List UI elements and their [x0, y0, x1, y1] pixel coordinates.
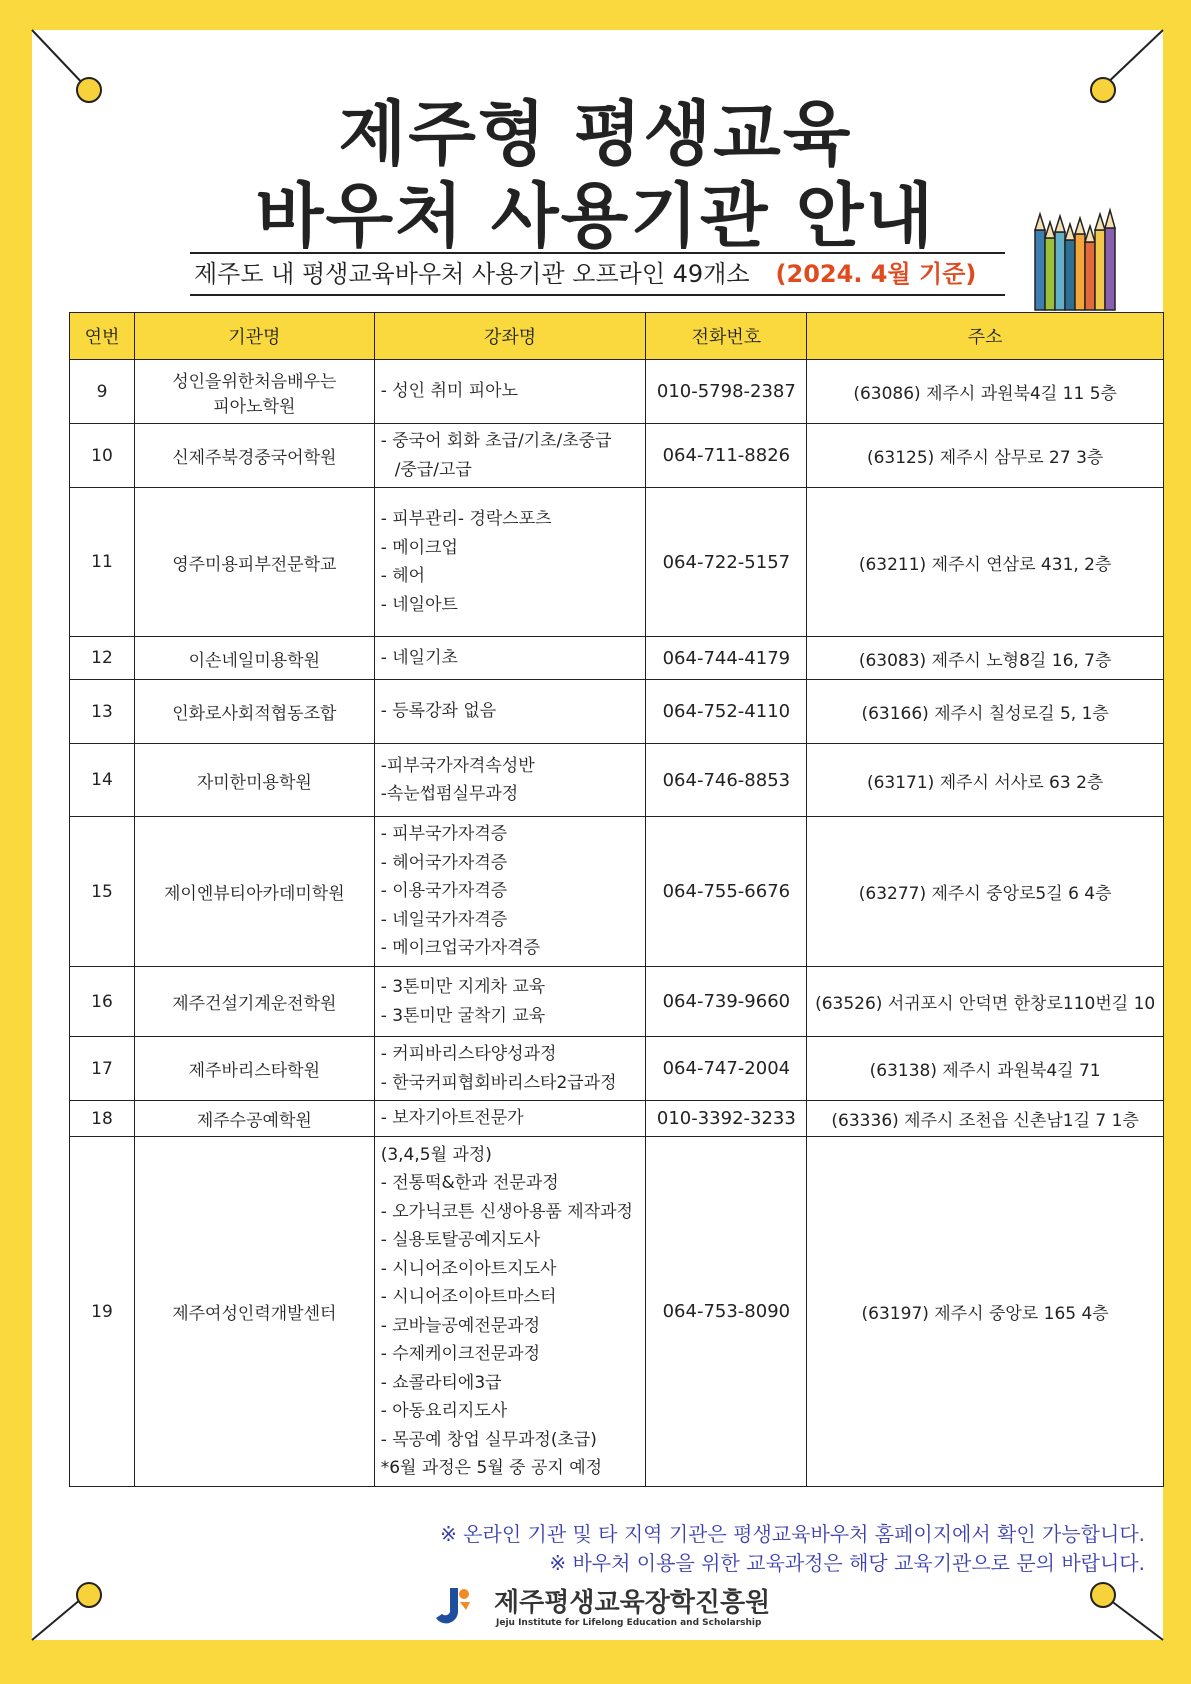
institute-logo-icon [436, 1584, 484, 1632]
course-line: - 시니어조이아트지도사 [380, 1258, 557, 1279]
row-courses [374, 637, 646, 680]
course-line: - 네일아트 [380, 594, 458, 615]
table-row [70, 1037, 1164, 1101]
notes [440, 1520, 1145, 1578]
row-address: (63125) 제주시 삼무로 27 3층 [807, 424, 1164, 488]
course-line: - 3톤미만 지게차 교육 [380, 977, 546, 997]
course-line: - 헤어 [380, 566, 426, 586]
row-name [134, 360, 374, 424]
header-no: 연번 [70, 313, 135, 360]
table-row [70, 967, 1164, 1037]
table-row [70, 360, 1164, 424]
row-courses [374, 680, 646, 744]
row-courses [374, 424, 646, 488]
course-line: - 메이크업 [380, 537, 458, 558]
row-no: 17 [70, 1037, 135, 1101]
page-title-line2: 바우처 사용기관 안내 [255, 175, 936, 257]
row-courses [374, 817, 646, 967]
row-address: (63336) 제주시 조천읍 신촌남1길 7 1층 [807, 1101, 1164, 1137]
row-phone: 010-3392-3233 [646, 1101, 807, 1137]
course-line: - 피부국가자격증 [380, 824, 508, 845]
header-course: 강좌명 [374, 313, 646, 360]
course-line: - 3톤미만 굴착기 교육 [380, 1005, 546, 1026]
row-name: 영주미용피부전문학교 [134, 488, 374, 637]
row-address: (63086) 제주시 과원북4길 11 5층 [807, 360, 1164, 424]
course-line: - 등록강좌 없음 [380, 701, 497, 722]
row-name: 제주바리스타학원 [134, 1037, 374, 1101]
row-address: (63166) 제주시 칠성로길 5, 1층 [807, 680, 1164, 744]
course-line: - 메이크업국가자격증 [380, 938, 541, 959]
row-no: 11 [70, 488, 135, 637]
course-line: - 네일기초 [380, 647, 458, 668]
row-courses [374, 967, 646, 1037]
row-no: 18 [70, 1101, 135, 1137]
course-line: - 목공예 창업 실무과정(초급) [380, 1429, 597, 1450]
header-name: 기관명 [134, 313, 374, 360]
row-courses [374, 1037, 646, 1101]
footer-institute-name: 제주평생교육장학진흥원 [494, 1588, 771, 1618]
row-address: (63171) 제주시 서사로 63 2층 [807, 744, 1164, 817]
row-name: 자미한미용학원 [134, 744, 374, 817]
row-no: 19 [70, 1137, 135, 1487]
table-row [70, 744, 1164, 817]
note-line: ※ 바우처 이용을 위한 교육과정은 해당 교육기관으로 문의 바랍니다. [549, 1551, 1145, 1575]
row-phone: 064-711-8826 [646, 424, 807, 488]
course-line: - 수제케이크전문과정 [380, 1344, 541, 1364]
course-line: (3,4,5월 과정) [380, 1144, 492, 1165]
note-line: ※ 온라인 기관 및 타 지역 기관은 평생교육바우처 홈페이지에서 확인 가능합니다. [440, 1522, 1145, 1546]
header-address: 주소 [807, 313, 1164, 360]
table-row [70, 488, 1164, 637]
row-no: 10 [70, 424, 135, 488]
table-row [70, 680, 1164, 744]
row-name: 제이엔뷰티아카데미학원 [134, 817, 374, 967]
row-address: (63138) 제주시 과원북4길 71 [807, 1037, 1164, 1101]
row-name: 인화로사회적협동조합 [134, 680, 374, 744]
course-line: -속눈썹펌실무과정 [380, 784, 519, 804]
course-line: /중급/고급 [394, 459, 472, 480]
subtitle-bar [190, 252, 1005, 296]
course-line: - 네일국가자격증 [380, 909, 508, 930]
row-name: 제주건설기계운전학원 [134, 967, 374, 1037]
course-line: - 실용토탈공예지도사 [380, 1230, 541, 1250]
page-title-line1: 제주형 평생교육 [338, 93, 853, 175]
row-name: 제주여성인력개발센터 [134, 1137, 374, 1487]
row-phone: 010-5798-2387 [646, 360, 807, 424]
course-line: - 코바늘공예전문과정 [380, 1315, 541, 1336]
row-no: 15 [70, 817, 135, 967]
row-phone: 064-755-6676 [646, 817, 807, 967]
institution-table [69, 312, 1164, 1487]
row-no: 13 [70, 680, 135, 744]
course-line: - 아동요리지도사 [380, 1401, 508, 1421]
row-courses [374, 1101, 646, 1137]
course-line: - 쇼콜라티에3급 [380, 1372, 502, 1393]
header-phone: 전화번호 [646, 313, 807, 360]
course-line: - 성인 취미 피아노 [380, 381, 518, 402]
table-row [70, 1137, 1164, 1487]
table-header-row [70, 313, 1164, 360]
pin-bottom-left [76, 1582, 102, 1608]
pencils-icon [1030, 200, 1130, 312]
row-courses [374, 744, 646, 817]
table-row [70, 1101, 1164, 1137]
row-no: 16 [70, 967, 135, 1037]
course-line: *6월 과정은 5월 중 공지 예정 [380, 1458, 603, 1478]
course-line: - 중국어 회화 초급/기초/초중급 [380, 431, 612, 451]
row-address: (63211) 제주시 연삼로 431, 2층 [807, 488, 1164, 637]
table-row [70, 817, 1164, 967]
row-name: 제주수공예학원 [134, 1101, 374, 1137]
row-phone: 064-747-2004 [646, 1037, 807, 1101]
course-line: - 피부관리- 경락스포츠 [380, 509, 552, 529]
row-address: (63526) 서귀포시 안덕면 한창로110번길 10 [807, 967, 1164, 1037]
row-phone: 064-753-8090 [646, 1137, 807, 1487]
row-phone: 064-746-8853 [646, 744, 807, 817]
row-address: (63083) 제주시 노형8길 16, 7층 [807, 637, 1164, 680]
row-no: 12 [70, 637, 135, 680]
table-row [70, 424, 1164, 488]
course-line: - 이용국가자격증 [380, 881, 508, 902]
row-name: 이손네일미용학원 [134, 637, 374, 680]
row-courses [374, 360, 646, 424]
name-line: 성인을위한처음배우는 [172, 371, 337, 392]
row-phone: 064-744-4179 [646, 637, 807, 680]
pin-bottom-right [1090, 1582, 1116, 1608]
row-phone: 064-752-4110 [646, 680, 807, 744]
subtitle-text: 제주도 내 평생교육바우처 사용기관 오프라인 49개소 [194, 260, 750, 288]
course-line: - 시니어조이아트마스터 [380, 1287, 557, 1307]
row-phone: 064-739-9660 [646, 967, 807, 1037]
row-name: 신제주북경중국어학원 [134, 424, 374, 488]
table-row [70, 637, 1164, 680]
row-no: 14 [70, 744, 135, 817]
row-address: (63277) 제주시 중앙로5길 6 4층 [807, 817, 1164, 967]
row-no: 9 [70, 360, 135, 424]
row-courses [374, 488, 646, 637]
course-line: - 헤어국가자격증 [380, 852, 508, 873]
subtitle-date: (2024. 4월 기준) [775, 260, 977, 288]
course-line: -피부국가자격속성반 [380, 755, 535, 776]
row-address: (63197) 제주시 중앙로 165 4층 [807, 1137, 1164, 1487]
course-line: - 한국커피협회바리스타2급과정 [380, 1072, 617, 1093]
footer-institute-english: Jeju Institute for Lifelong Education and Scholarship [496, 1618, 762, 1628]
course-line: - 커피바리스타양성과정 [380, 1044, 557, 1064]
name-line: 피아노학원 [213, 396, 296, 417]
row-courses [374, 1137, 646, 1487]
course-line: - 오가닉코튼 신생아용품 제작과정 [380, 1201, 633, 1222]
course-line: - 보자기아트전문가 [380, 1108, 524, 1129]
row-phone: 064-722-5157 [646, 488, 807, 637]
course-line: - 전통떡&한과 전문과정 [380, 1173, 559, 1193]
